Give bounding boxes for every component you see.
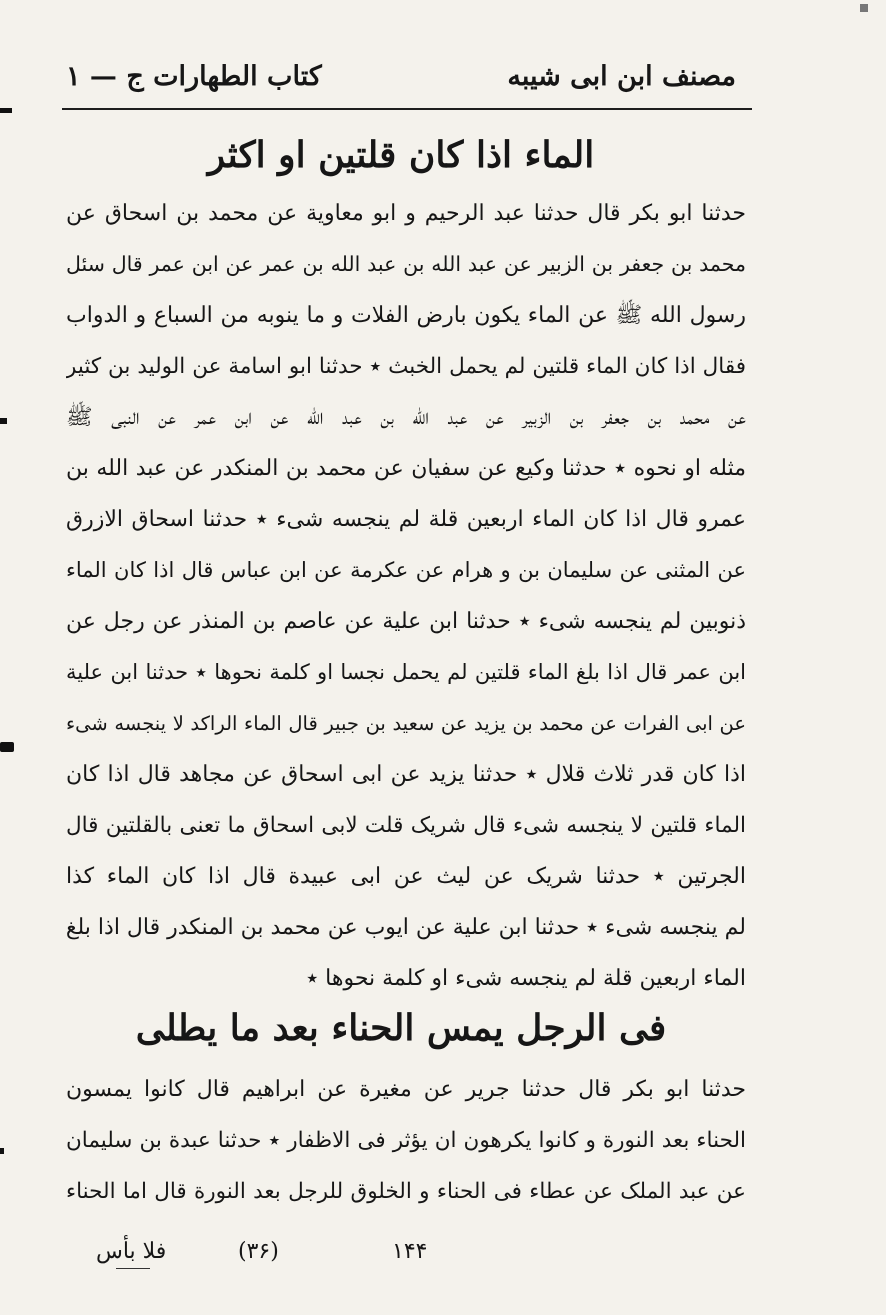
chapter-heading-water: الماء اذا کان قلتین او اکثر	[207, 134, 595, 176]
chapter-body-water	[66, 188, 746, 1004]
text-line: لم ینجسه شیء ٭ حدثنا ابن علیة عن ایوب عن محمد بن المنکدر قال اذا بلغ	[66, 915, 746, 940]
text-line: الماء اربعین قلة لم ینجسه شیء او کلمة نحوها ٭	[306, 966, 746, 991]
text-line: محمد بن جعفر بن الزبیر عن عبد الله بن عبد الله بن عمر عن ابن عمر قال سئل	[66, 252, 746, 276]
scan-edge-mark	[0, 108, 12, 113]
volume-marker: (۳۶)	[238, 1239, 279, 1264]
scan-edge-mark	[0, 742, 14, 752]
text-line: ابن عمر قال اذا بلغ الماء قلتین لم یحمل نجسا او کلمة نحوها ٭ حدثنا ابن علیة	[66, 660, 746, 684]
text-line: الجرتین ٭ حدثنا شریک عن لیث عن ابی عبیدة قال اذا کان الماء کذا	[66, 864, 746, 889]
chapter-body-henna	[66, 1064, 746, 1217]
scan-edge-mark	[0, 1148, 4, 1154]
page-number: ۱۴۴	[392, 1239, 428, 1264]
text-line: عن عبد الملک عن عطاء فی الحناء و الخلوق للرجل بعد النورة قال اما الحناء	[66, 1179, 746, 1204]
text-line: عن ابی الفرات عن محمد بن یزید عن سعید بن جبیر قال الماء الراکد لا ینجسه شیء	[66, 712, 746, 735]
text-line: رسول الله ﷺ عن الماء یکون بارض الفلات و ما ینوبه من السباع و الدواب	[66, 303, 746, 328]
text-line: الماء قلتین لا ینجسه شیء قال شریک قلت لابی اسحاق ما تعنی بالقلتین قال	[66, 813, 746, 838]
running-header	[66, 52, 736, 100]
text-line: عن المثنی عن سلیمان بن و هرام عن عکرمة عن ابن عباس قال اذا کان الماء	[66, 558, 746, 582]
text-line: مثله او نحوه ٭ حدثنا وکیع عن سفیان عن محمد بن المنکدر عن عبد الله بن	[66, 456, 746, 481]
text-line: حدثنا ابو بکر قال حدثنا عبد الرحیم و ابو معاویة عن محمد بن اسحاق عن	[66, 201, 746, 226]
text-line: ذنوبین لم ینجسه شیء ٭ حدثنا ابن علیة عن عاصم بن المنذر عن رجل عن	[66, 609, 746, 634]
chapter-heading-henna: فی الرجل یمس الحناء بعد ما یطلی	[135, 1007, 667, 1049]
section-title: کتاب الطهارات ج — ۱	[66, 60, 322, 92]
book-title: مصنف ابن ابی شیبه	[507, 60, 736, 92]
text-line: الحناء بعد النورة و کانوا یکرهون ان یؤثر فی الاظفار ٭ حدثنا عبدة بن سلیمان	[66, 1128, 746, 1153]
catchword-rule	[116, 1268, 150, 1269]
text-line: عن محمد بن جعفر بن الزبیر عن عبد الله بن عبد الله عن ابن عمر عن النبی ﷺ	[66, 405, 746, 430]
text-line: حدثنا ابو بکر قال حدثنا جریر عن مغیرة عن ابراهیم قال کانوا یمسون	[66, 1077, 746, 1102]
text-line: عمرو قال اذا کان الماء اربعین قلة لم ینجسه شیء ٭ حدثنا اسحاق الازرق	[66, 507, 746, 532]
header-rule	[62, 108, 752, 110]
catchword: فلا بأس	[96, 1239, 167, 1264]
text-line: فقال اذا کان الماء قلتین لم یحمل الخبث ٭ حدثنا ابو اسامة عن الولید بن کثیر	[66, 354, 746, 379]
scan-edge-mark	[0, 418, 7, 424]
text-line: اذا کان قدر ثلاث قلال ٭ حدثنا یزید عن ابی اسحاق عن مجاهد قال اذا کان	[66, 762, 746, 787]
scan-edge-mark	[860, 4, 868, 12]
